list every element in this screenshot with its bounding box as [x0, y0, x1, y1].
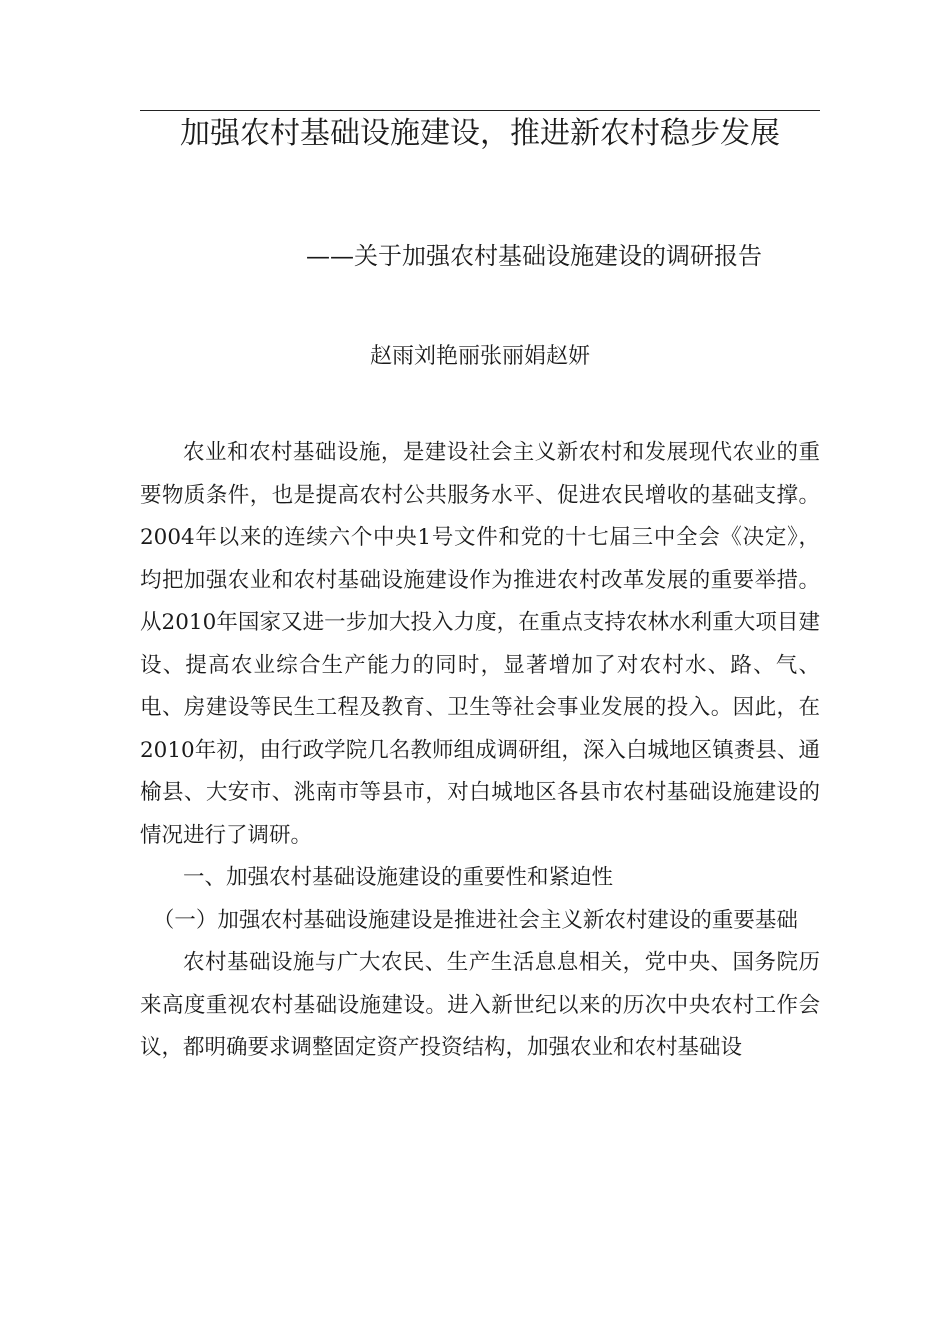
body-paragraph: 农村基础设施与广大农民、生产生活息息相关，党中央、国务院历来高度重视农村基础设施建设。进入新世纪以来的历次中央农村工作会议，都明确要求调整固定资产投资结构，加强农业和农村基础设 — [140, 950, 820, 1060]
body-paragraph-intro: 农业和农村基础设施，是建设社会主义新农村和发展现代农业的重要物质条件，也是提高农村公共服务水平、促进农民增收的基础支撑。2004年以来的连续六个中央1号文件和党的十七届三中全会《决定》，均把加强农业和农村基础设施建设作为推进农村改革发展的重要举措。从2010年国家又进一步加大投入力度，在重点支持农林水利重大项目建设、提高农业综合生产能力的同时，显著增加了对农村水、路、气、电、房建设等民生工程及教育、卫生等社会事业发展的投入。因此，在2010年初，由行政学院几名教师组成调研组，深入白城地区镇赉县、通榆县、大安市、洮南市等县市，对白城地区各县市农村基础设施建设的情况进行了调研。 — [140, 440, 820, 848]
header-rule — [140, 110, 820, 111]
document-body — [140, 432, 820, 1070]
document-title: 加强农村基础设施建设，推进新农村稳步发展 — [180, 116, 780, 151]
section-heading: 一、加强农村基础设施建设的重要性和紧迫性 — [183, 865, 614, 890]
author-names: 赵雨刘艳丽张丽娟赵妍 — [369, 344, 590, 369]
subsection-heading: （一）加强农村基础设施建设是推进社会主义新农村建设的重要基础 — [152, 907, 798, 933]
document-subtitle: ——关于加强农村基础设施建设的调研报告 — [306, 242, 762, 270]
